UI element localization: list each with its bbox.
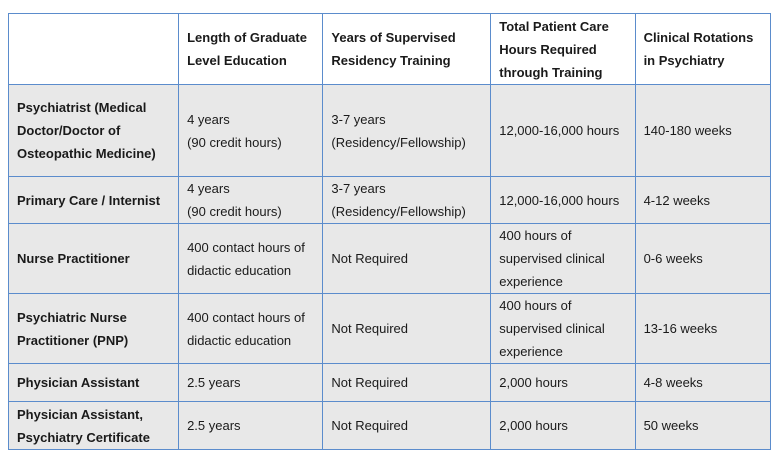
table-row <box>9 364 771 402</box>
table-row <box>9 177 771 224</box>
rotations-cell: 0-6 weeks <box>635 224 770 294</box>
education-line: 4 years <box>187 111 230 127</box>
residency-cell: Not Required <box>323 364 491 402</box>
role-cell: Psychiatric Nurse Practitioner (PNP) <box>9 294 179 364</box>
education-cell <box>179 85 323 177</box>
header-empty-cell <box>9 14 179 85</box>
residency-line: 3-7 years <box>331 181 386 196</box>
residency-line: 3-7 years <box>331 111 386 127</box>
education-cell <box>179 177 323 224</box>
role-cell: Primary Care / Internist <box>9 177 179 224</box>
rotations-cell: 4-12 weeks <box>635 177 770 224</box>
role-cell: Nurse Practitioner <box>9 224 179 294</box>
role-cell: Physician Assistant <box>9 364 179 402</box>
table-row <box>9 402 771 450</box>
table-row <box>9 85 771 177</box>
residency-line: (Residency/Fellowship) <box>331 204 466 219</box>
education-line: (90 credit hours) <box>187 134 282 150</box>
role-cell: Psychiatrist (Medical Doctor/Doctor of Osteopathic Medicine) <box>9 85 179 177</box>
hours-cell: 400 hours of supervised clinical experience <box>491 224 635 294</box>
education-cell: 2.5 years <box>179 364 323 402</box>
residency-cell <box>323 85 491 177</box>
residency-cell: Not Required <box>323 224 491 294</box>
residency-line: (Residency/Fellowship) <box>331 134 466 150</box>
rotations-cell: 4-8 weeks <box>635 364 770 402</box>
header-residency-years: Years of Supervised Residency Training <box>323 14 491 85</box>
table-row <box>9 294 771 364</box>
header-row <box>9 14 771 85</box>
role-cell: Physician Assistant, Psychiatry Certificate <box>9 402 179 450</box>
education-cell: 2.5 years <box>179 402 323 450</box>
education-cell: 400 contact hours of didactic education <box>179 294 323 364</box>
education-comparison-table <box>8 13 771 450</box>
residency-cell: Not Required <box>323 294 491 364</box>
residency-cell <box>323 177 491 224</box>
header-patient-care-hours: Total Patient Care Hours Required through Training <box>491 14 635 85</box>
hours-cell: 12,000-16,000 hours <box>491 177 635 224</box>
hours-cell: 12,000-16,000 hours <box>491 85 635 177</box>
rotations-cell: 140-180 weeks <box>635 85 770 177</box>
hours-cell: 2,000 hours <box>491 364 635 402</box>
header-psychiatry-rotations: Clinical Rotations in Psychiatry <box>635 14 770 85</box>
rotations-cell: 50 weeks <box>635 402 770 450</box>
education-line: 4 years <box>187 181 230 196</box>
education-cell: 400 contact hours of didactic education <box>179 224 323 294</box>
table-row <box>9 224 771 294</box>
hours-cell: 2,000 hours <box>491 402 635 450</box>
rotations-cell: 13-16 weeks <box>635 294 770 364</box>
header-education-length: Length of Graduate Level Education <box>179 14 323 85</box>
education-line: (90 credit hours) <box>187 204 282 219</box>
residency-cell: Not Required <box>323 402 491 450</box>
hours-cell: 400 hours of supervised clinical experience <box>491 294 635 364</box>
comparison-table-container <box>8 13 771 450</box>
